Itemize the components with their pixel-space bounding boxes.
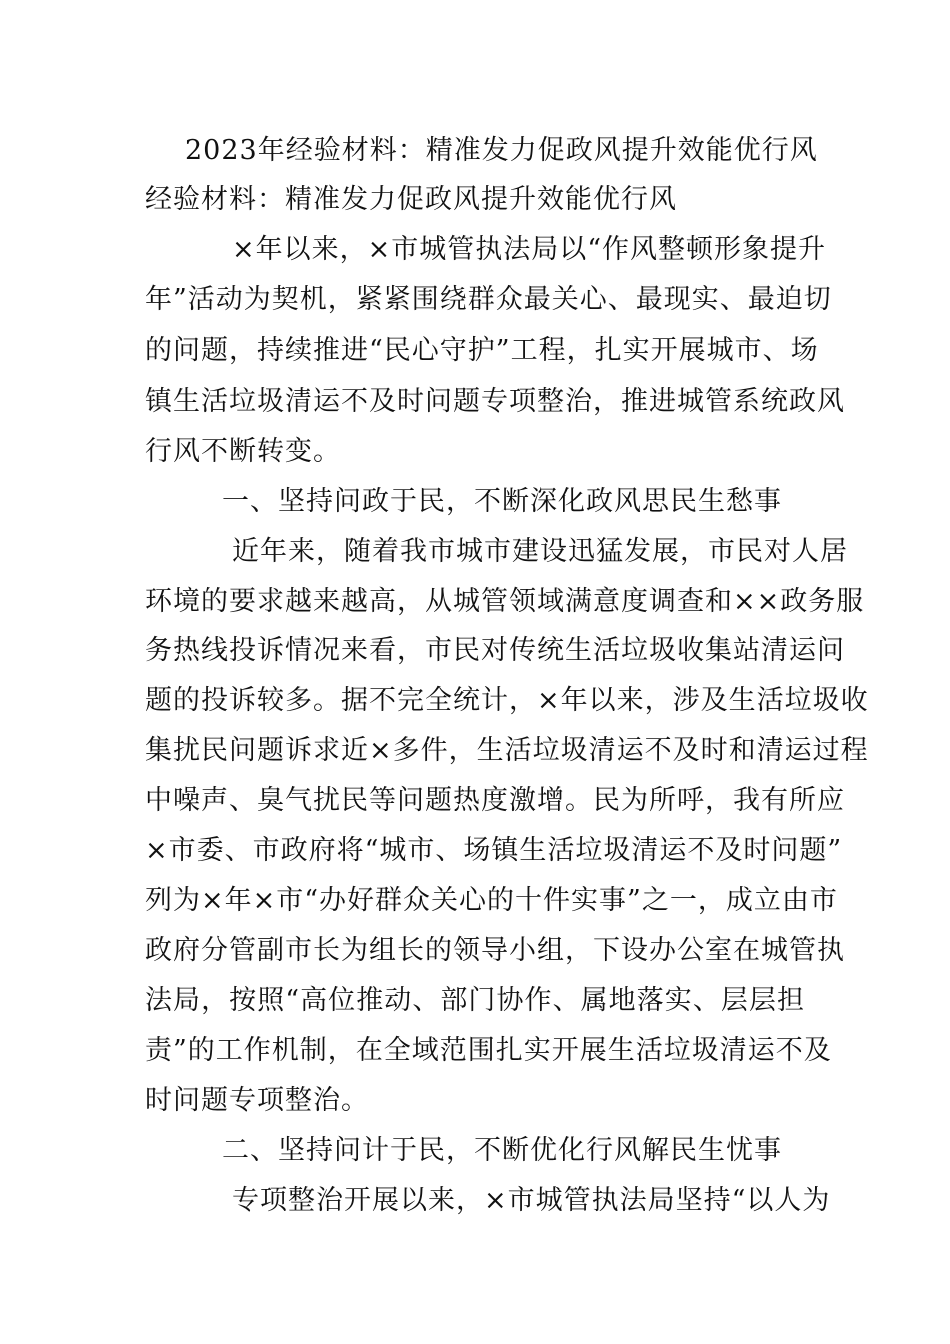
section-1-heading: 一、坚持问政于民，不断深化政风思民生愁事 — [222, 486, 782, 517]
paragraph-line: 法局，按照“高位推动、部门协作、属地落实、层层担 — [145, 985, 805, 1016]
paragraph-line: 列为×年×市“办好群众关心的十件实事”之一，成立由市 — [145, 885, 838, 916]
paragraph-line: 中噪声、臭气扰民等问题热度激增。民为所呼，我有所应 — [145, 785, 845, 816]
document-title: 2023年经验材料：精准发力促政风提升效能优行风 — [185, 135, 818, 166]
paragraph-line: 责”的工作机制，在全域范围扎实开展生活垃圾清运不及 — [145, 1035, 832, 1066]
paragraph-line: 题的投诉较多。据不完全统计，×年以来，涉及生活垃圾收 — [145, 685, 869, 716]
paragraph-line: 环境的要求越来越高，从城管领域满意度调查和××政务服 — [145, 586, 865, 617]
section-2-heading: 二、坚持问计于民，不断优化行风解民生忧事 — [222, 1135, 782, 1166]
paragraph-line: 务热线投诉情况来看，市民对传统生活垃圾收集站清运问 — [145, 635, 845, 666]
paragraph-line: 行风不断转变。 — [145, 436, 341, 467]
paragraph-line: ×市委、市政府将“城市、场镇生活垃圾清运不及时问题” — [145, 835, 843, 866]
paragraph-line: 集扰民问题诉求近×多件，生活垃圾清运不及时和清运过程 — [145, 735, 869, 766]
paragraph-line: 镇生活垃圾清运不及时问题专项整治，推进城管系统政风 — [145, 386, 845, 417]
paragraph-line: 政府分管副市长为组长的领导小组，下设办公室在城管执 — [145, 935, 845, 966]
paragraph-line: ×年以来，×市城管执法局以“作风整顿形象提升 — [232, 234, 827, 265]
document-subtitle: 经验材料：精准发力促政风提升效能优行风 — [145, 184, 677, 215]
paragraph-line: 时问题专项整治。 — [145, 1085, 369, 1116]
paragraph-line: 近年来，随着我市城市建设迅猛发展，市民对人居 — [232, 536, 848, 567]
paragraph-line: 年”活动为契机，紧紧围绕群众最关心、最现实、最迫切 — [145, 284, 832, 315]
paragraph-line: 的问题，持续推进“民心守护”工程，扎实开展城市、场 — [145, 335, 819, 366]
paragraph-line: 专项整治开展以来，×市城管执法局坚持“以人为 — [232, 1185, 831, 1216]
